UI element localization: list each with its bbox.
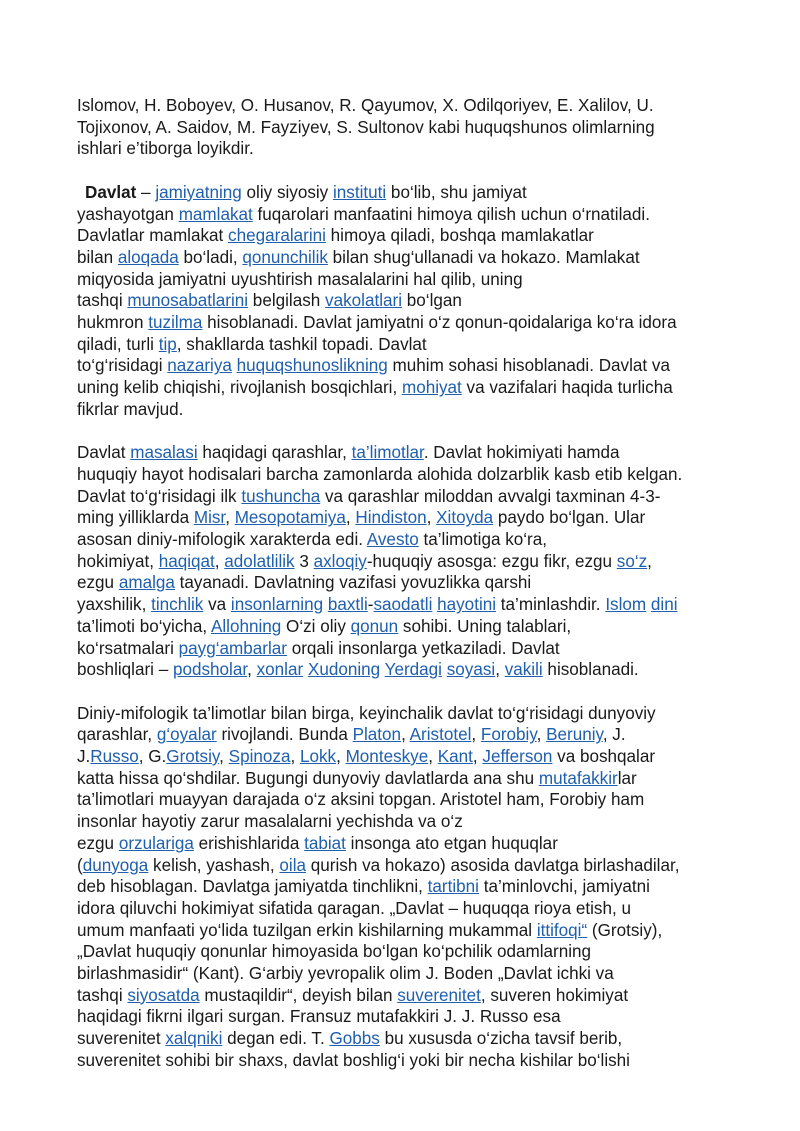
hyperlink[interactable]: Platon [352,725,402,745]
text-line [77,1028,750,1050]
hyperlink[interactable]: vakolatlari [325,291,403,311]
text-run: va [203,595,231,615]
text-run: miqyosida jamiyatni uyushtirish masalalarini hal qilib, uning [77,269,523,289]
text-line [77,963,750,985]
text-run: belgilash [248,291,326,311]
text-run: ta’limotlari muayyan darajada o‘z aksini topgan. Aristotel ham, Forobiy ham [77,790,645,810]
bold-term: Davlat [85,182,137,202]
text-run: bo‘lib, shu jamiyat [386,182,527,202]
text-run: , [290,747,300,767]
hyperlink[interactable]: so‘z [616,551,648,571]
hyperlink[interactable]: nazariya [167,356,232,376]
text-run: , [214,551,225,571]
hyperlink[interactable]: Yerdagi [384,660,442,680]
hyperlink[interactable]: Kant [437,747,473,767]
hyperlink[interactable]: Hindiston [355,508,427,528]
text-run: oliy siyosiy [241,182,333,202]
hyperlink[interactable]: masalasi [130,443,198,463]
text-run: va vazifalari haqida turlicha [461,378,673,398]
hyperlink[interactable]: Avesto [366,530,419,550]
text-run: Davlatlar mamlakat [77,226,229,246]
text-run: Davlat to‘g‘risidagi ilk [77,486,242,506]
text-run: muhim sohasi hisoblanadi. Davlat va [387,356,670,376]
text-run: , [426,508,437,528]
hyperlink[interactable]: Allohning [210,616,282,636]
text-line [77,898,750,920]
text-line [77,703,750,725]
text-run: bo‘ladi, [178,247,243,267]
hyperlink[interactable]: suverenitet [397,985,481,1005]
text-run: suverenitet sohibi bir shaxs, davlat boshlig‘i yoki bir necha kishilar bo‘lishi [77,1050,630,1070]
hyperlink[interactable]: Mesopotamiya [234,508,346,528]
hyperlink[interactable]: dini [650,595,678,615]
text-run: paydo bo‘lgan. Ular [493,508,646,528]
text-run: fikrlar mavjud. [77,399,184,419]
hyperlink[interactable]: amalga [118,573,175,593]
hyperlink[interactable]: insonlarning [230,595,324,615]
text-run: 3 [294,551,314,571]
text-run: bilan [77,247,118,267]
text-line [77,529,750,551]
text-run: boshliqlari – [77,660,173,680]
text-run: birlashmasidir“ (Kant). G‘arbiy yevropalik olim J. Boden „Davlat ichki va [77,964,614,984]
text-run: O‘zi oliy [281,616,351,636]
text-run: (Grotsiy), [587,920,663,940]
text-run: tashqi [77,291,128,311]
text-run: kelish, yashash, [148,855,280,875]
hyperlink[interactable]: chegaralarini [228,226,326,246]
text-line [77,768,750,790]
text-run: haqidagi fikrni ilgari surgan. Fransuz mutafakkiri J. J. Russo esa [77,1007,561,1027]
hyperlink[interactable]: ta’limotlar [351,443,424,463]
paragraph [77,703,750,1072]
hyperlink[interactable]: mohiyat [401,378,462,398]
text-line [77,876,750,898]
text-run: . Davlat hokimiyati hamda [423,443,620,463]
text-line [77,1006,750,1028]
hyperlink[interactable]: siyosatda [127,985,200,1005]
text-run: ming yilliklarda [77,508,194,528]
text-line [77,616,750,638]
text-line [77,855,750,877]
text-run: uning kelib chiqishi, rivojlanish bosqichlari, [77,378,402,398]
paragraph [77,182,750,421]
text-run: Islomov, H. Boboyev, O. Husanov, R. Qayumov, X. Odilqoriyev, E. Xalilov, U. [77,96,654,115]
text-run: haqidagi qarashlar, [197,443,352,463]
text-run: va qarashlar miloddan avvalgi taxminan 4-3- [320,486,661,506]
text-run: qarashlar, [77,725,157,745]
text-run: , [495,660,505,680]
text-run: – [136,182,156,202]
hyperlink[interactable]: Misr [193,508,226,528]
text-line [77,486,750,508]
text-line [77,355,750,377]
text-line [77,269,750,291]
text-run: , suveren hokimiyat [480,985,629,1005]
text-run: hisoblanadi. Davlat jamiyatni o‘z qonun-qoidalariga ko‘ra idora [202,313,677,333]
text-line [77,1050,750,1072]
text-line [77,746,750,768]
hyperlink[interactable]: g‘oyalar [156,725,217,745]
text-run: tayanadi. Davlatning vazifasi yovuzlikka qarshi [174,573,532,593]
hyperlink[interactable]: vakili [504,660,543,680]
text-run: hokimiyat, [77,551,159,571]
text-run: yaxshilik, [77,595,152,615]
text-line [77,572,750,594]
text-line [77,95,750,117]
hyperlink[interactable]: Gobbs [329,1029,380,1049]
text-run: tashqi [77,985,128,1005]
text-run: fuqarolari manfaatini himoya qilish uchun o‘rnatiladi. [252,204,650,224]
text-run: degan edi. T. [222,1029,330,1049]
text-line [77,247,750,269]
text-line [77,659,750,681]
text-line [77,985,750,1007]
text-line [77,334,750,356]
hyperlink[interactable]: Xitoyda [436,508,494,528]
hyperlink[interactable]: Monteskye [345,747,429,767]
hyperlink[interactable]: tuzilma [148,313,203,333]
text-line [77,399,750,421]
text-line [77,638,750,660]
hyperlink[interactable]: orzulariga [118,833,194,853]
text-run: ta’minlashdir. [496,595,606,615]
text-line [77,920,750,942]
text-line [77,594,750,616]
text-line [77,377,750,399]
hyperlink[interactable]: tinchlik [151,595,204,615]
text-run: bilan shug‘ullanadi va hokazo. Mamlakat [327,247,640,267]
text-run: hisoblanadi. [542,660,639,680]
text-line [77,833,750,855]
hyperlink[interactable]: mamlakat [178,204,253,224]
hyperlink[interactable]: Russo [90,747,139,767]
text-run: , G. [138,747,167,767]
text-run: lar [617,768,637,788]
text-run: katta hissa qo‘shdilar. Bugungi dunyoviy davlatlarda ana shu [77,768,539,788]
text-line [77,138,750,160]
text-run: mustaqildir“, deyish bilan [199,985,398,1005]
text-run: suverenitet [77,1029,166,1049]
text-run: ta’minlovchi, jamiyatni [478,877,650,897]
hyperlink[interactable]: ittifoqi“ [536,920,588,940]
text-line [77,941,750,963]
text-line [77,290,750,312]
text-run: himoya qiladi, boshqa mamlakatlar [325,226,594,246]
text-run: erishishlarida [193,833,305,853]
hyperlink[interactable]: xonlar [256,660,304,680]
text-run: ( [77,855,83,875]
text-run: , [536,725,547,745]
text-run: , [472,747,483,767]
hyperlink[interactable]: Grotsiy [166,747,220,767]
text-run: , [345,508,356,528]
hyperlink[interactable]: payg‘ambarlar [178,638,287,658]
text-run: ko‘rsatmalari [77,638,179,658]
text-line [77,551,750,573]
text-run: , [401,725,410,745]
hyperlink[interactable]: Spinoza [228,747,291,767]
hyperlink[interactable]: dunyoga [82,855,149,875]
hyperlink[interactable]: tip [158,334,177,354]
text-run: , shakllarda tashkil topadi. Davlat [176,334,427,354]
text-run: qurish va hokazo) asosida davlatga birlashadilar, [306,855,680,875]
hyperlink[interactable]: Forobiy [480,725,537,745]
hyperlink[interactable]: qonun [350,616,399,636]
text-run: J. [77,747,91,767]
hyperlink[interactable]: aloqada [117,247,179,267]
hyperlink[interactable]: mutafakkir [538,768,618,788]
text-run: hukmron [77,313,149,333]
paragraph [77,442,750,681]
text-run: yashayotgan [77,204,179,224]
text-run: „Davlat huquqiy qonunlar himoyasida bo‘lgan ko‘pchilik odamlarning [77,942,592,962]
text-line [77,464,750,486]
text-run: , [428,747,438,767]
text-run: Diniy-mifologik ta’limotlar bilan birga, keyinchalik davlat to‘g‘risidagi dunyoviy [77,703,656,723]
text-line [77,507,750,529]
hyperlink[interactable]: Xudoning [307,660,381,680]
hyperlink[interactable]: instituti [332,182,387,202]
text-run: ezgu [77,573,119,593]
hyperlink[interactable]: adolatlilik [224,551,295,571]
text-line [77,117,750,139]
text-run: ishlari e’tiborga loyikdir. [77,139,254,159]
text-run: , J. [602,725,626,745]
text-run: bo‘lgan [402,291,462,311]
hyperlink[interactable]: Jefferson [482,747,553,767]
text-run: idora qiluvchi hokimiyat sifatida qaragan. „Davlat – huquqqa rioya etish, u [77,898,631,918]
hyperlink[interactable]: Lokk [299,747,337,767]
hyperlink[interactable]: axloqiy [313,551,367,571]
hyperlink[interactable]: saodatli [373,595,433,615]
text-line [77,811,750,833]
hyperlink[interactable]: qonunchilik [242,247,328,267]
hyperlink[interactable]: tushuncha [241,486,321,506]
text-run: , [471,725,481,745]
text-run: rivojlandi. Bunda [216,725,353,745]
text-run: , [647,551,652,571]
text-run: qiladi, turli [77,334,159,354]
text-run: , [219,747,229,767]
text-run: va boshqalar [552,747,656,767]
hyperlink[interactable]: Beruniy [546,725,603,745]
text-run: insonga ato etgan huquqlar [345,833,558,853]
text-run: -huquqiy asosga: ezgu fikr, ezgu [366,551,617,571]
text-run: , [247,660,257,680]
hyperlink[interactable]: jamiyatning [155,182,242,202]
text-line [77,724,750,746]
text-run: Davlat [77,443,131,463]
paragraph [77,95,750,160]
text-run: Tojixonov, A. Saidov, M. Fayziyev, S. Sultonov kabi huquqshunos olimlarning [77,117,655,137]
hyperlink[interactable]: haqiqat [158,551,215,571]
hyperlink[interactable]: tartibni [427,877,479,897]
hyperlink[interactable]: xalqniki [165,1029,223,1049]
text-line [77,789,750,811]
text-run: ta’limoti bo‘yicha, [77,616,211,636]
hyperlink[interactable]: hayotini [437,595,497,615]
text-run: bu xususda o‘zicha tavsif berib, [379,1029,623,1049]
hyperlink[interactable]: oila [279,855,307,875]
text-run: ta’limotiga ko‘ra, [418,530,548,550]
text-run: to‘g‘risidagi [77,356,168,376]
text-run: , [336,747,346,767]
hyperlink[interactable]: tabiat [304,833,346,853]
text-line [77,442,750,464]
text-run: huquqiy hayot hodisalari barcha zamonlarda alohida dolzarblik kasb etib kelgan. [77,464,683,484]
text-line [77,225,750,247]
hyperlink[interactable]: huquqshunoslikning [236,356,388,376]
text-run: orqali insonlarga yetkaziladi. Davlat [286,638,560,658]
text-line [77,204,750,226]
hyperlink[interactable]: baxtli [327,595,368,615]
text-run: , [225,508,235,528]
hyperlink[interactable]: podsholar [172,660,248,680]
text-run: ezgu [77,833,119,853]
text-run: sohibi. Uning talablari, [398,616,572,636]
text-line [77,312,750,334]
text-run: asosan diniy-mifologik xarakterda edi. [77,530,367,550]
text-run: deb hisoblagan. Davlatga jamiyatda tinchlikni, [77,877,428,897]
hyperlink[interactable]: soyasi [446,660,496,680]
hyperlink[interactable]: Aristotel [409,725,472,745]
text-run: umum manfaati yo‘lida tuzilgan erkin kishilarning mukammal [77,920,537,940]
text-line [77,182,750,204]
text-run: insonlar hayotiy zarur masalalarni yechishda va o‘z [77,812,463,832]
hyperlink[interactable]: Islom [605,595,647,615]
hyperlink[interactable]: munosabatlarini [127,291,249,311]
text-run: - [367,595,374,615]
